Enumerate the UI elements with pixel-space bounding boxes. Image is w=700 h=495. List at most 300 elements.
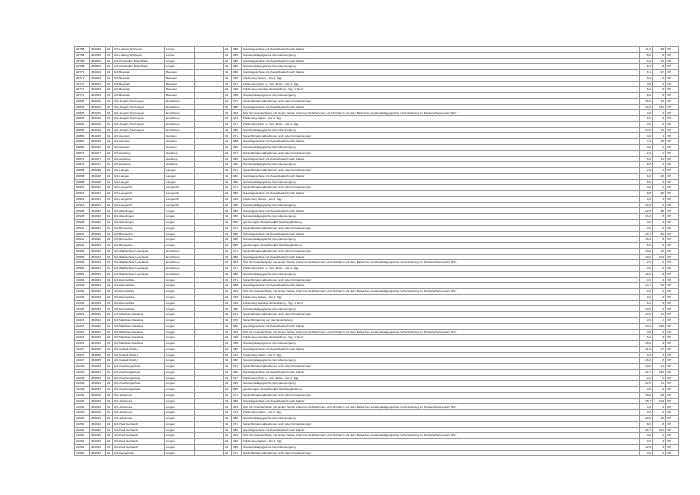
table-cell: 01 — [106, 346, 113, 352]
table-cell: VP — [666, 387, 679, 393]
table-cell: 01 — [224, 421, 232, 427]
table-cell: 2 — [653, 289, 666, 295]
table-cell: Ganztagsschule mit Zusatzbedarf nach Faktor — [242, 47, 640, 53]
table-cell: 01 — [224, 98, 232, 104]
table-cell: 01 — [224, 439, 232, 445]
table-cell: Beesten — [165, 81, 195, 87]
table-cell: 5 — [653, 352, 666, 358]
table-cell: 10,0 — [640, 364, 653, 370]
table-cell: 21027 — [75, 358, 90, 364]
table-cell: 454033 — [90, 375, 106, 381]
table-cell: 21052 — [75, 444, 90, 450]
table-cell: 26,7 — [640, 427, 653, 433]
table-cell: Emsbüren — [165, 266, 195, 272]
table-cell: GS Beesten — [113, 93, 165, 99]
table-cell: 01 — [106, 254, 113, 260]
table-cell: 9 — [653, 410, 666, 416]
table-cell: 3,0 — [640, 439, 653, 445]
table-cell: Lengerich — [165, 191, 195, 197]
table-cell: 20965 — [75, 248, 90, 254]
table-cell: genehmigter Zusatzbedarf Nachbeglaubung — [242, 387, 640, 393]
table-cell: 21015 — [75, 317, 90, 323]
table-cell: 8,0 — [640, 52, 653, 58]
table-cell: Lingen — [165, 335, 195, 341]
table-cell: GS Overbergschule — [113, 369, 165, 375]
table-cell: 01 — [106, 196, 113, 202]
table-cell: Sonderpädagogische Grundversorgung — [242, 179, 640, 185]
table-cell: 454033 — [90, 283, 106, 289]
table-cell: 20874 — [75, 162, 90, 168]
table-cell: Lingen — [165, 341, 195, 347]
table-cell: 01 — [106, 58, 113, 64]
table-cell: 01 — [106, 323, 113, 329]
table-cell: 454032 — [90, 323, 106, 329]
table-cell: Gersten — [165, 139, 195, 145]
table-cell: VP — [666, 116, 679, 122]
table-cell: 83 — [653, 231, 666, 237]
table-cell: 380 — [232, 191, 242, 197]
table-cell: 01 — [224, 179, 232, 185]
table-cell: GS Brameche — [113, 243, 165, 249]
table-cell: GS Darmschke — [113, 306, 165, 312]
table-cell: 01 — [106, 341, 113, 347]
table-cell: 454032 — [90, 312, 106, 318]
table-cell: 8 — [653, 421, 666, 427]
table-cell: 450 — [232, 127, 242, 133]
table-cell: 21015 — [75, 335, 90, 341]
table-cell: 11 — [653, 312, 666, 318]
table-cell: 450 — [232, 179, 242, 185]
table-cell: 454033 — [90, 266, 106, 272]
table-cell: 20758 — [75, 52, 90, 58]
table-cell: 950 — [232, 219, 242, 225]
table-cell: 01 — [106, 450, 113, 456]
table-cell: 450 — [232, 93, 242, 99]
table-cell: Förderung Geistige Entwicklung - Sjg. 1 bis 9 — [242, 300, 640, 306]
table-cell: 10 — [653, 248, 666, 254]
table-cell: Förderung Körp. u. mot. Entw. - bis 4. Sjg. — [242, 81, 640, 87]
table-cell: 01 — [224, 219, 232, 225]
table-cell: GS Overbergschule — [113, 375, 165, 381]
table-cell: 26 — [653, 173, 666, 179]
table-cell: 183 — [653, 369, 666, 375]
table-cell: 380 — [232, 208, 242, 214]
table-cell: Sprachfördermaßnahmen und/ oder Förderkonzept — [242, 133, 640, 139]
table-cell: VP — [666, 248, 679, 254]
table-cell: 01 — [224, 381, 232, 387]
table-cell: VP — [666, 64, 679, 70]
table-cell: Lingen — [165, 300, 195, 306]
table-cell: 01 — [106, 306, 113, 312]
table-cell: 3 — [653, 219, 666, 225]
table-cell: GS Christoffer Brandhaar — [113, 64, 165, 70]
table-cell: Lingen — [165, 237, 195, 243]
table-cell: 01 — [106, 277, 113, 283]
table-cell: 151 — [653, 427, 666, 433]
table-cell: 21040 — [75, 416, 90, 422]
table-cell: Sonderpädagogische Grundversorgung — [242, 214, 640, 220]
table-cell: VP — [666, 214, 679, 220]
table-cell: 20916 — [75, 202, 90, 208]
table-cell: 01 — [224, 202, 232, 208]
table-cell: 01 — [106, 329, 113, 335]
table-cell: 454033 — [90, 450, 106, 456]
table-cell: 01 — [106, 214, 113, 220]
table-cell: Emsbüren — [165, 248, 195, 254]
table-cell: 450 — [232, 237, 242, 243]
table-cell: 450 — [232, 162, 242, 168]
table-cell: 21015 — [75, 312, 90, 318]
table-cell: 4 — [653, 145, 666, 151]
table-cell: 454032 — [90, 317, 106, 323]
table-cell: 01 — [106, 404, 113, 410]
table-cell: 16 — [653, 58, 666, 64]
table-cell: Lingen — [165, 243, 195, 249]
table-cell: VP — [666, 243, 679, 249]
table-cell: 01 — [106, 139, 113, 145]
table-cell: 380 — [232, 323, 242, 329]
table-cell: 01 — [106, 98, 113, 104]
table-cell: 9,0 — [640, 116, 653, 122]
table-cell: GS Handrup — [113, 156, 165, 162]
table-cell: Lingen — [165, 306, 195, 312]
table-cell: 01 — [224, 70, 232, 76]
table-cell: 01 — [106, 260, 113, 266]
table-cell: 20874 — [75, 150, 90, 156]
table-cell: 4 — [653, 196, 666, 202]
table-cell: 01 — [224, 312, 232, 318]
table-cell: 20941 — [75, 231, 90, 237]
table-cell: 10 — [653, 416, 666, 422]
table-cell: 01 — [106, 416, 113, 422]
table-cell: Sprachfördermaßnahmen und/ oder Förderkonzept — [242, 248, 640, 254]
table-cell: 454033 — [90, 277, 106, 283]
table-cell: 21039 — [75, 381, 90, 387]
table-cell: 21003 — [75, 300, 90, 306]
table-cell: GS Matthias-Claudius — [113, 312, 165, 318]
table-cell: 20771 — [75, 70, 90, 76]
table-cell: 454028 — [90, 179, 106, 185]
table-cell: Beesten — [165, 93, 195, 99]
table-cell: Lorine — [165, 52, 195, 58]
table-cell: 01 — [224, 294, 232, 300]
table-cell: 01 — [224, 271, 232, 277]
table-cell: 12,0 — [640, 444, 653, 450]
table-cell: Handrup — [165, 156, 195, 162]
table-cell: 01 — [106, 294, 113, 300]
table-cell: GS Castell (Kath.) — [113, 346, 165, 352]
table-cell: 5,0 — [640, 87, 653, 93]
table-cell: 103 — [653, 254, 666, 260]
table-cell: 454033 — [90, 381, 106, 387]
table-cell: Lingen — [165, 421, 195, 427]
table-cell: 01 — [224, 58, 232, 64]
table-cell: 24,0 — [640, 127, 653, 133]
table-cell: 01 — [106, 225, 113, 231]
table-cell: GS Darmschke — [113, 289, 165, 295]
table-cell: VP — [666, 179, 679, 185]
table-cell: VP — [666, 196, 679, 202]
table-cell: 01 — [224, 329, 232, 335]
table-cell: Lingen — [165, 312, 195, 318]
table-cell: 5,0 — [640, 58, 653, 64]
table-cell: VP — [666, 75, 679, 81]
table-cell: 454031 — [90, 191, 106, 197]
table-cell: 454033 — [90, 248, 106, 254]
table-cell: Lingen — [165, 364, 195, 370]
table-cell: 01 — [224, 139, 232, 145]
table-cell: 01 — [106, 104, 113, 110]
table-cell: Ganztagsschule mit Zusatzbedarf nach Faktor — [242, 191, 640, 197]
table-cell: 403 — [232, 260, 242, 266]
table-cell: GS Johannes — [113, 416, 165, 422]
table-cell: 454003 — [90, 87, 106, 93]
table-cell: Förderung Geistige Entwicklung - Sjg. 1 bis 9 — [242, 335, 640, 341]
table-cell: 88 — [653, 208, 666, 214]
table-cell: 8 — [653, 358, 666, 364]
table-cell: VP — [666, 450, 679, 456]
table-cell: 20916 — [75, 191, 90, 197]
table-cell: Beesten — [165, 70, 195, 76]
table-cell: 01 — [106, 127, 113, 133]
table-cell: Ganztagsschule mit Zusatzbedarf nach Faktor — [242, 369, 640, 375]
table-cell: Sprachfördermaßnahmen und/ oder Förderkonzept — [242, 150, 640, 156]
table-cell: 01 — [224, 277, 232, 283]
table-cell: VP — [666, 392, 679, 398]
table-cell: GS Gersten — [113, 133, 165, 139]
table-cell: 5 — [653, 306, 666, 312]
table-cell: 01 — [224, 214, 232, 220]
table-cell: 21039 — [75, 364, 90, 370]
table-cell: 01 — [224, 93, 232, 99]
table-cell: 16,0 — [640, 271, 653, 277]
table-cell: 01 — [224, 341, 232, 347]
table-cell: 20850 — [75, 133, 90, 139]
table-cell: VP — [666, 173, 679, 179]
table-cell: 7,0 — [640, 139, 653, 145]
table-cell: 2,0 — [640, 289, 653, 295]
table-cell: 3 — [653, 81, 666, 87]
table-cell: 413 — [232, 352, 242, 358]
table-cell: 454035 — [90, 346, 106, 352]
table-cell: 01 — [106, 81, 113, 87]
table-cell: 11,0 — [640, 47, 653, 53]
table-cell: 21040 — [75, 398, 90, 404]
table-cell: 01 — [224, 317, 232, 323]
table-cell: Ganztagsschule mit Zusatzbedarf nach Faktor — [242, 104, 640, 110]
table-cell: 20916 — [75, 196, 90, 202]
table-cell: 01 — [224, 87, 232, 93]
table-cell: 9 — [653, 116, 666, 122]
table-cell: GS Brameche — [113, 231, 165, 237]
table-cell: Handrup — [165, 150, 195, 156]
table-cell: Sonderpädagogische Grundversorgung — [242, 127, 640, 133]
table-cell: 8,8 — [640, 191, 653, 197]
table-cell: 9,1 — [640, 70, 653, 76]
table-cell: VP — [666, 191, 679, 197]
table-cell: GS Altenlingen — [113, 219, 165, 225]
table-cell: GS Langen — [113, 168, 165, 174]
table-cell: 450 — [232, 341, 242, 347]
table-cell: VP — [666, 87, 679, 93]
table-cell: VP — [666, 312, 679, 318]
table-cell: Ganztagsschule mit Zusatzbedarf nach Faktor — [242, 346, 640, 352]
table-cell: 3,0 — [640, 277, 653, 283]
table-cell: 01 — [106, 266, 113, 272]
table-cell: 28,7 — [640, 398, 653, 404]
table-cell: Sonderpädagogische Grundversorgung — [242, 306, 640, 312]
table-cell: 01 — [224, 346, 232, 352]
table-cell: 454010 — [90, 110, 106, 116]
table-cell: 01 — [224, 243, 232, 249]
table-cell: Lingen — [165, 346, 195, 352]
table-cell: 415 — [232, 196, 242, 202]
table-cell: 10,0 — [640, 248, 653, 254]
table-cell: 454032 — [90, 208, 106, 214]
table-cell: 454032 — [90, 231, 106, 237]
table-cell: Lingen — [165, 398, 195, 404]
table-cell: 21052 — [75, 427, 90, 433]
table-cell: 380 — [232, 231, 242, 237]
table-cell: 3 — [653, 439, 666, 445]
table-cell: 950 — [232, 387, 242, 393]
table-cell: 21027 — [75, 352, 90, 358]
table-cell: 454015 — [90, 139, 106, 145]
table-cell: 01 — [224, 404, 232, 410]
table-cell: 16,0 — [640, 237, 653, 243]
table-cell: 076 — [232, 317, 242, 323]
table-cell: 21015 — [75, 329, 90, 335]
table-cell: Emsbüren — [165, 260, 195, 266]
table-cell: 20874 — [75, 156, 90, 162]
table-cell: VP — [666, 208, 679, 214]
table-cell: 12,0 — [640, 202, 653, 208]
table-cell: GS Matthias-Claudius — [113, 329, 165, 335]
table-cell: 4 — [653, 162, 666, 168]
table-cell: 2 — [653, 317, 666, 323]
table-cell: VP — [666, 150, 679, 156]
table-cell: 3,0 — [640, 294, 653, 300]
table-cell: GS Langen — [113, 179, 165, 185]
table-cell: Sonderpädagogische Grundversorgung — [242, 381, 640, 387]
table-cell: 4,0 — [640, 185, 653, 191]
table-cell: Langen — [165, 168, 195, 174]
table-cell: 01 — [106, 352, 113, 358]
table-cell: 454017 — [90, 150, 106, 156]
table-cell: 11 — [653, 364, 666, 370]
table-cell: Lingen — [165, 64, 195, 70]
table-cell: 2,0 — [640, 150, 653, 156]
table-cell: 01 — [106, 410, 113, 416]
table-cell: 01 — [224, 300, 232, 306]
table-cell: GS Lengerich — [113, 191, 165, 197]
table-cell: 071 — [232, 364, 242, 370]
table-cell: 454032 — [90, 243, 106, 249]
table-cell: 90 — [653, 191, 666, 197]
table-cell: 403 — [232, 404, 242, 410]
table-cell: GS Paul Gerhardt — [113, 433, 165, 439]
table-cell: VP — [666, 225, 679, 231]
table-cell: 5,0 — [640, 335, 653, 341]
table-cell: 5,0 — [640, 352, 653, 358]
table-cell: 454032 — [90, 439, 106, 445]
table-cell: VP — [666, 323, 679, 329]
table-cell: Lingen — [165, 404, 195, 410]
table-cell: VP — [666, 317, 679, 323]
table-cell: 20771 — [75, 93, 90, 99]
table-cell: VP — [666, 110, 679, 116]
table-cell: Förderung Sehen - bis 4. Sjg. — [242, 439, 640, 445]
table-cell: Sonderpädagogische Grundversorgung — [242, 145, 640, 151]
table-cell: 20965 — [75, 260, 90, 266]
table-cell: 01 — [106, 179, 113, 185]
table-cell: Handrup — [165, 162, 195, 168]
table-cell: 21040 — [75, 392, 90, 398]
table-cell: 454017 — [90, 156, 106, 162]
table-cell: GS Darmschke — [113, 283, 165, 289]
table-cell: GS Johannes — [113, 410, 165, 416]
table-cell: VP — [666, 289, 679, 295]
table-cell: 3,0 — [640, 225, 653, 231]
table-cell: 11 — [653, 381, 666, 387]
table-cell: 20941 — [75, 225, 90, 231]
table-cell: 01 — [224, 47, 232, 53]
table-cell: 20768 — [75, 58, 90, 64]
table-cell: VP — [666, 98, 679, 104]
table-cell: Förderung Geistige Entwicklung - Sjg. 1 bis 9 — [242, 87, 640, 93]
table-cell: 01 — [106, 358, 113, 364]
table-cell: Emsbüren — [165, 127, 195, 133]
table-cell: 20825 — [75, 127, 90, 133]
table-cell: Ganztagsschule mit Zusatzbedarf nach Faktor — [242, 173, 640, 179]
table-cell: GS Waldschule Leschede — [113, 248, 165, 254]
table-cell: 01 — [106, 93, 113, 99]
table-cell: GS Matthias-Claudius — [113, 317, 165, 323]
table-cell: 4 — [653, 185, 666, 191]
table-cell: 01 — [224, 127, 232, 133]
table-cell: 21003 — [75, 277, 90, 283]
table-cell: 454032 — [90, 433, 106, 439]
table-cell: 6 — [653, 202, 666, 208]
table-cell: 403 — [232, 289, 242, 295]
table-cell: 01 — [224, 156, 232, 162]
table-cell: 380 — [232, 398, 242, 404]
table-cell: GS Beesten — [113, 75, 165, 81]
table-cell: 20825 — [75, 104, 90, 110]
table-cell: 454033 — [90, 294, 106, 300]
table-cell: 454003 — [90, 70, 106, 76]
table-cell: 071 — [232, 450, 242, 456]
table-cell: 403 — [232, 433, 242, 439]
table-cell: 450 — [232, 64, 242, 70]
table-cell: 454035 — [90, 352, 106, 358]
table-cell: 01 — [224, 110, 232, 116]
table-cell: 4 — [653, 110, 666, 116]
table-cell: VP — [666, 58, 679, 64]
table-cell: 01 — [224, 364, 232, 370]
table-cell: 8 — [653, 64, 666, 70]
table-cell: 6,0 — [640, 173, 653, 179]
table-cell: 8 — [653, 52, 666, 58]
table-cell: 20825 — [75, 98, 90, 104]
table-cell: 01 — [224, 352, 232, 358]
table-cell: Ganztagsschule mit Zusatzbedarf nach Faktor — [242, 254, 640, 260]
table-cell: 2 — [653, 168, 666, 174]
table-cell: GS Paul Gerhardt — [113, 421, 165, 427]
table-cell: 8,0 — [640, 93, 653, 99]
table-cell: GS Brameche — [113, 225, 165, 231]
table-cell: 417 — [232, 121, 242, 127]
